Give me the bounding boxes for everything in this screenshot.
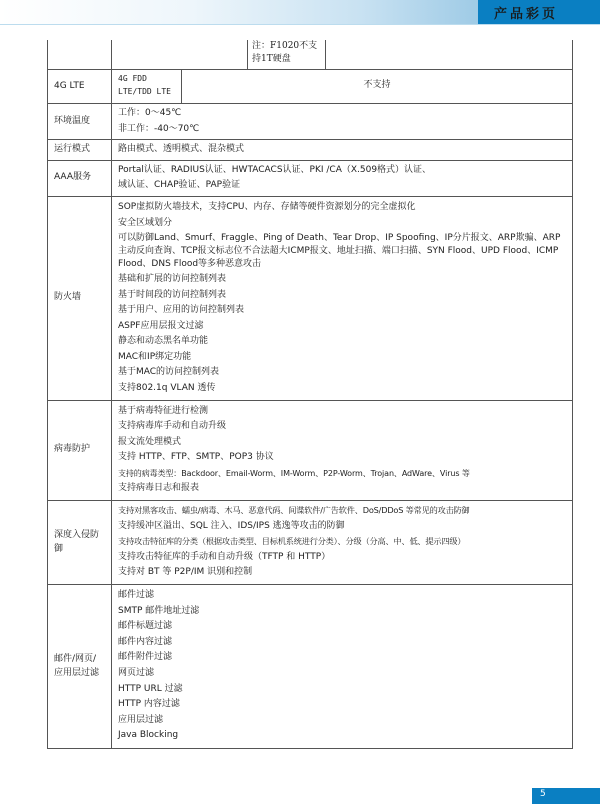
table-row-top <box>48 40 573 70</box>
mode-line-1: 路由模式、透明模式、混杂模式 <box>118 144 245 154</box>
av-line-2: 支持病毒库手动和自动升级 <box>118 421 227 431</box>
av-line-5: 支持的病毒类型：Backdoor、Email-Worm、IM-Worm、P2P-Worm、Trojan、AdWare、Virus 等 <box>118 468 470 478</box>
fw-line-9: MAC和IP绑定功能 <box>118 351 192 362</box>
fw-line-8: 静态和动态黑名单功能 <box>118 336 209 346</box>
row-label-antivirus: 病毒防护 <box>48 400 112 500</box>
fw-line-6: 基于用户、应用的访问控制列表 <box>118 305 245 315</box>
fw-line-4: 基础和扩展的访问控制列表 <box>118 274 227 284</box>
flt-line-6: 网页过滤 <box>118 668 155 678</box>
spec-table <box>47 40 573 749</box>
temp-line-1: 工作：0～45℃ <box>118 108 182 118</box>
header-gradient <box>0 0 478 24</box>
lte-content <box>112 70 573 104</box>
table-row-ips <box>48 500 573 584</box>
ips-line-2: 支持缓冲区溢出、SQL 注入、IDS/IPS 逃逸等攻击的防御 <box>118 520 345 531</box>
header-rule <box>0 24 600 25</box>
av-line-4: 支持 HTTP、FTP、SMTP、POP3 协议 <box>118 452 274 462</box>
fw-line-11: 支持802.1q VLAN 透传 <box>118 382 216 393</box>
row-label-filter: 邮件/网页/应用层过滤 <box>48 584 112 748</box>
ips-line-1: 支持对黑客攻击、蠕虫/病毒、木马、恶意代码、间谍软件/广告软件、DoS/DDoS 等常见的攻击防御 <box>118 505 470 516</box>
aaa-line-2: 域认证、CHAP验证、PAP验证 <box>118 180 241 190</box>
lte-mode-cell <box>112 70 182 103</box>
mode-content <box>112 140 573 161</box>
fw-line-10: 基于MAC的访问控制列表 <box>118 367 220 377</box>
row-label-firewall: 防火墙 <box>48 196 112 400</box>
ips-content <box>112 500 573 584</box>
aaa-content <box>112 160 573 196</box>
ips-line-3: 支持攻击特征库的分类（根据攻击类型、目标机系统进行分类）、分级（分高、中、低、提示四级） <box>118 536 466 547</box>
temperature-content <box>112 104 573 140</box>
flt-line-1: 邮件过滤 <box>118 590 155 601</box>
note-text: 注：F1020不支持1T硬盘 <box>252 41 318 64</box>
page-header <box>0 0 600 24</box>
av-line-3: 报文流处理模式 <box>118 436 182 447</box>
flt-line-9: 应用层过滤 <box>118 714 164 725</box>
flt-line-7: HTTP URL 过滤 <box>118 683 183 694</box>
table-row-firewall <box>48 196 573 400</box>
flt-line-10: Java Blocking <box>118 730 179 741</box>
row-label-empty <box>48 40 112 70</box>
fw-line-7: ASPF应用层报文过滤 <box>118 320 204 331</box>
fw-line-2: 安全区域划分 <box>118 217 173 228</box>
table-row-aaa <box>48 160 573 196</box>
fw-line-1: SOP虚拟防火墙技术，支持CPU、内存、存储等硬件资源划分的完全虚拟化 <box>118 202 416 212</box>
aaa-line-1: Portal认证、RADIUS认证、HWTACACS认证、PKI /CA（X.509格式）认证、 <box>118 164 432 175</box>
row-label-mode: 运行模式 <box>48 140 112 161</box>
row-label-temperature: 环境温度 <box>48 104 112 140</box>
ips-line-4: 支持攻击特征库的手动和自动升级（TFTP 和 HTTP） <box>118 551 331 562</box>
fw-line-3: 可以防御Land、Smurf、Fraggle、Ping of Death、Tear Drop、IP Spoofing、IP分片报文、ARP欺骗、ARP主动反向查询、TCP报文标志位不合法超大ICMP报文、地址扫描、端口扫描、SYN Flood、UPD Flood、ICMP Flood、DNS Flood等多种恶意攻击 <box>118 233 561 269</box>
table-row-temperature <box>48 104 573 140</box>
header-title: 产品彩页 <box>494 7 559 22</box>
table-row-filter <box>48 584 573 748</box>
top-row-content <box>112 40 573 70</box>
av-line-1: 基于病毒特征进行检测 <box>118 405 209 416</box>
top-row-cell-1 <box>112 40 248 69</box>
filter-content <box>112 584 573 748</box>
lte-subcells <box>112 70 572 103</box>
antivirus-content <box>112 400 573 500</box>
temp-line-2: 非工作：-40～70℃ <box>118 123 200 134</box>
lte-value: 不支持 <box>363 80 391 90</box>
flt-line-3: 邮件标题过滤 <box>118 621 173 632</box>
lte-mode-line1: 4G FDD <box>118 74 147 83</box>
table-row-antivirus <box>48 400 573 500</box>
row-label-ips: 深度入侵防御 <box>48 500 112 584</box>
ips-line-5: 支持对 BT 等 P2P/IM 识别和控制 <box>118 567 253 578</box>
flt-line-4: 邮件内容过滤 <box>118 636 173 647</box>
row-label-aaa: AAA服务 <box>48 160 112 196</box>
firewall-content <box>112 196 573 400</box>
top-row-subcells <box>112 40 572 69</box>
flt-line-2: SMTP 邮件地址过滤 <box>118 605 200 616</box>
page-number: 5 <box>540 789 546 799</box>
top-row-cell-3 <box>326 40 572 69</box>
fw-line-5: 基于时间段的访问控制列表 <box>118 289 227 300</box>
flt-line-8: HTTP 内容过滤 <box>118 699 180 710</box>
top-row-note <box>248 40 326 69</box>
flt-line-5: 邮件附件过滤 <box>118 652 173 663</box>
row-label-lte: 4G LTE <box>48 70 112 104</box>
av-line-6: 支持病毒日志和报表 <box>118 483 200 493</box>
lte-mode-line2: LTE/TDD LTE <box>118 87 171 96</box>
table-row-mode <box>48 140 573 161</box>
table-row-lte <box>48 70 573 104</box>
